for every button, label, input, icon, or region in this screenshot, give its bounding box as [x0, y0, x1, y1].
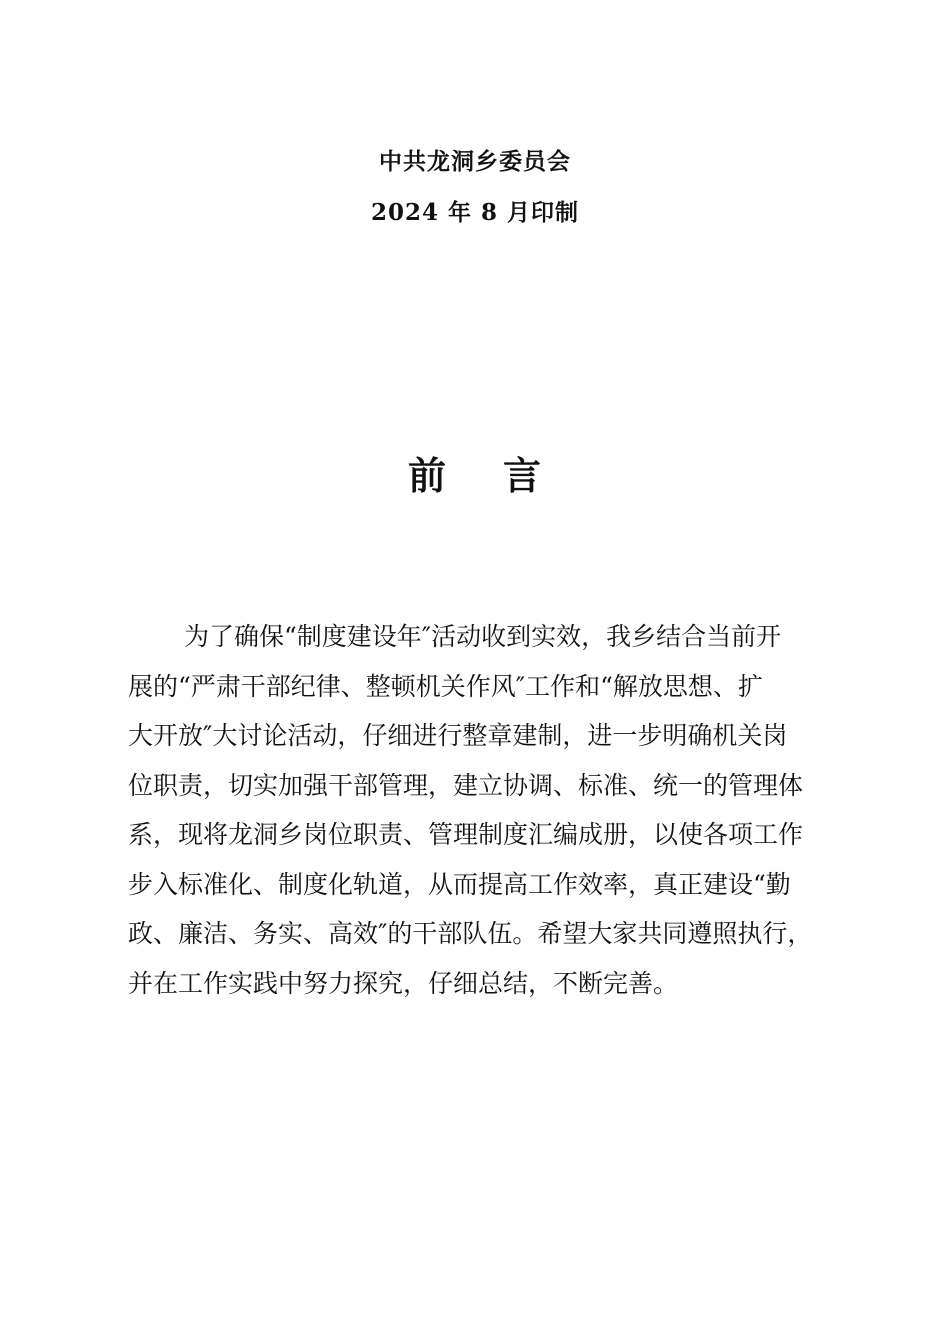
- preface-title: [0, 450, 950, 502]
- preface-line: 系，现将龙洞乡岗位职责、管理制度汇编成册，以使各项工作: [128, 820, 804, 849]
- preface-line: [128, 612, 834, 662]
- preface-line-text: 为了确保“制度建设年″活动收到实效，我乡结合当前开: [184, 622, 782, 651]
- preface-line: 步入标准化、制度化轨道，从而提高工作效率，真正建设“勤: [128, 869, 791, 899]
- preface-body: [128, 612, 834, 1008]
- organization-name: 中共龙洞乡委员会: [379, 148, 571, 175]
- preface-line: 政、廉洁、务实、高效″的干部队伍。希望大家共同遵照执行，: [128, 919, 813, 948]
- preface-line: 位职责，切实加强干部管理，建立协调、标准、统一的管理体: [128, 770, 804, 800]
- preface-title-left: 前: [407, 453, 447, 498]
- print-date: 2024 年 8 月印制: [370, 199, 580, 226]
- preface-line: 大开放″大讨论活动，仔细进行整章建制，进一步明确机关岗: [128, 721, 788, 750]
- preface-line: 并在工作实践中努力探究，仔细总结，不断完善。: [128, 968, 679, 998]
- preface-line: 展的“严肃干部纪律、整顿机关作风″工作和“解放思想、扩: [128, 671, 763, 701]
- preface-title-right: 言: [503, 453, 543, 498]
